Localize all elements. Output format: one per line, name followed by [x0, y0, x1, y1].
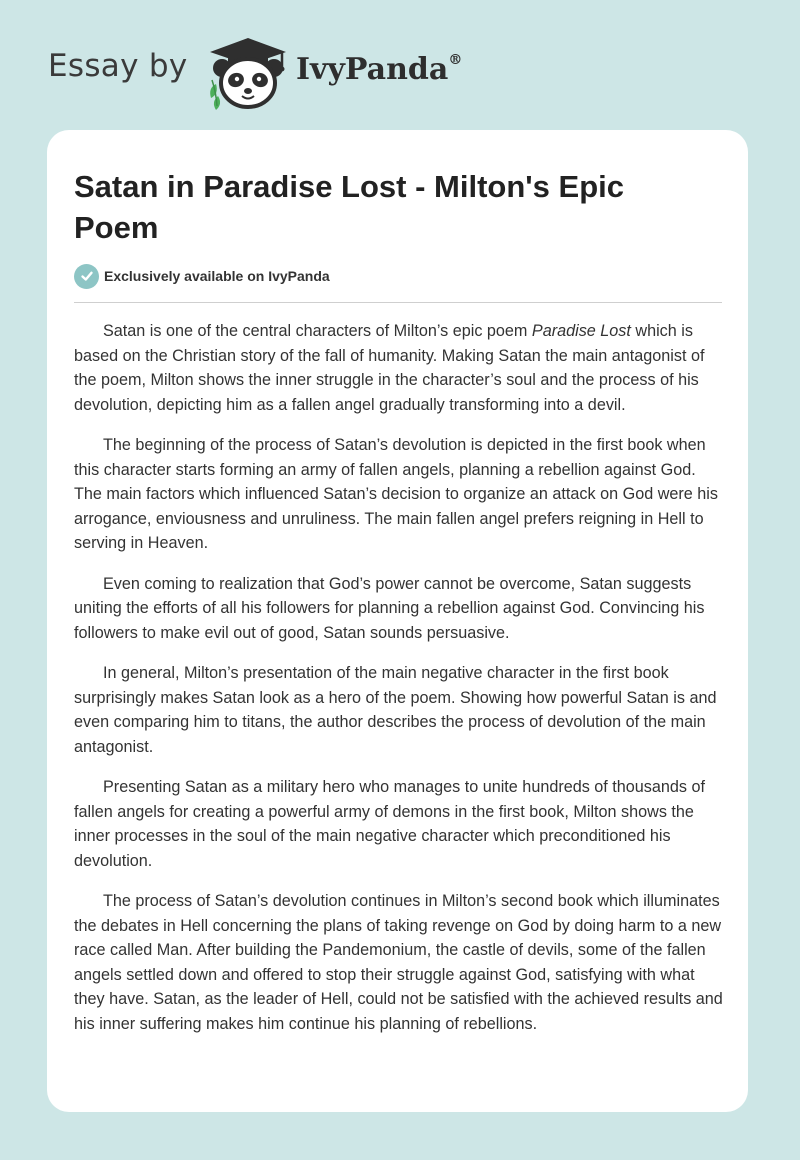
essay-body [74, 319, 726, 1052]
paragraph: The process of Satan’s devolution continues in Milton’s second book which illuminates the debates in Hell concerning the plans of taking revenge on God by doing harm to a new race called Man. After building the Pandemonium, the castle of devils, some of the fallen angels settled down and offered to stop their struggle against God, satisfying with what they have. Satan, as the leader of Hell, could not be satisfied with the achieved results and his inner suffering makes him continue his planning of rebellions. [74, 892, 723, 1033]
brand-text: IvyPanda [296, 52, 449, 87]
paragraph: Even coming to realization that God’s power cannot be overcome, Satan suggests uniting the efforts of all his followers for planning a rebellion against God. Convincing his followers to make evil out of good, Satan sounds persuasive. [74, 574, 705, 642]
paragraph: In general, Milton’s presentation of the main negative character in the first book surprisingly makes Satan look as a hero of the poem. Showing how powerful Satan is and even comparing him to titans, the author describes the process of devolution of the main antagonist. [74, 664, 717, 756]
exclusive-label: Exclusively available on IvyPanda [104, 268, 330, 284]
registered-mark: ® [448, 52, 463, 68]
paragraph: Presenting Satan as a military hero who manages to unite hundreds of thousands of fallen angels for creating a powerful army of demons in the first book, Milton shows the inner processes in the soul of the main negative character which preconditioned his devolution. [74, 778, 706, 870]
ivypanda-logo[interactable] [202, 34, 294, 110]
book-title: Paradise Lost [531, 322, 631, 340]
site-header [0, 0, 800, 128]
checkmark-icon [74, 264, 99, 289]
essay-title: Satan in Paradise Lost - Milton's Epic Poem [74, 169, 624, 245]
essay-card [47, 130, 748, 1112]
paragraph [74, 319, 726, 417]
paragraph-text: Satan is one of the central characters of Milton’s epic poem [103, 322, 532, 340]
divider [74, 302, 722, 303]
paragraph: The beginning of the process of Satan’s devolution is depicted in the first book when this character starts forming an army of fallen angels, planning a rebellion against God. The main factors which influenced Satan’s decision to organize an attack on God were his arrogance, enviousness and unruliness. The main fallen angel prefers reigning in Hell to serving in Heaven. [74, 436, 718, 552]
brand-name[interactable] [296, 52, 462, 87]
panda-graduation-cap-logo-icon [202, 34, 294, 110]
exclusive-badge [74, 263, 330, 289]
paragraph-text: which is based on the Christian story of the fall of humanity. Making Satan the main antagonist of the poem, Milton shows the inner struggle in the character’s soul and the process of his devolution, depicting him as a fallen angel gradually transforming into a devil. [74, 322, 705, 414]
essay-by-label: Essay by [48, 48, 188, 84]
